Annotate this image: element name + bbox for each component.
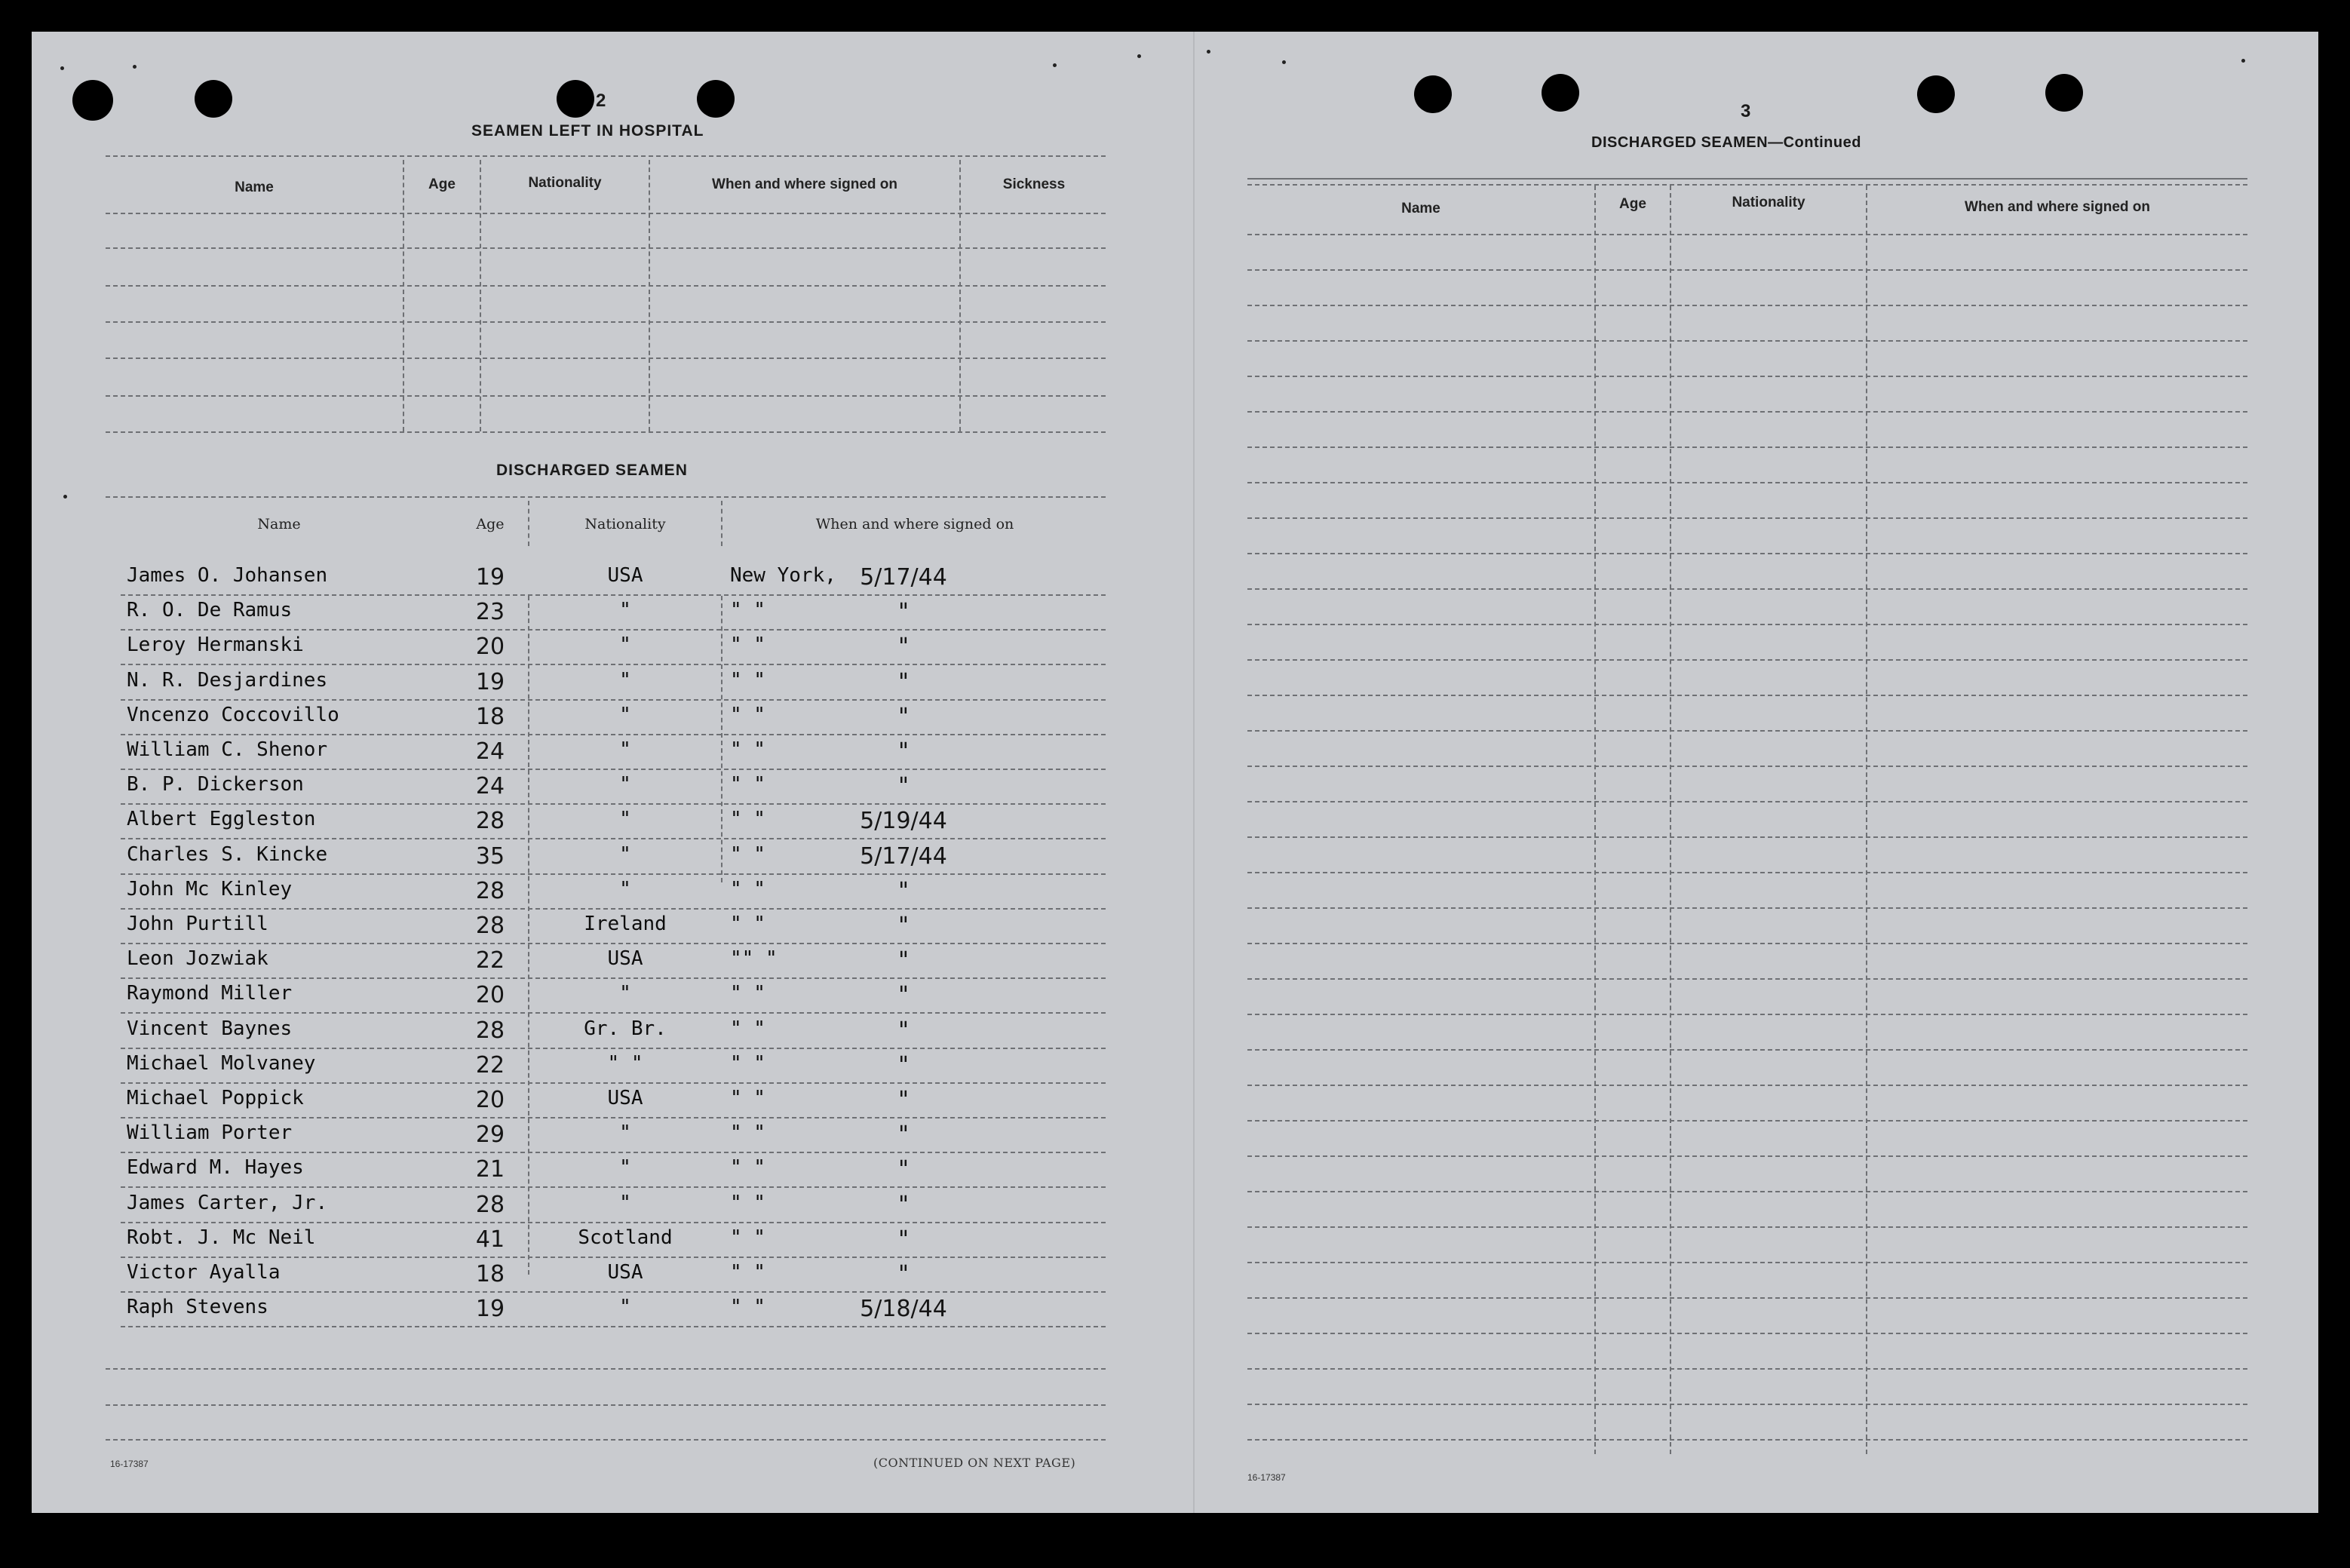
speck: [133, 65, 137, 69]
seaman-age: 19: [475, 564, 505, 591]
right-header-signed-on: When and where signed on: [1965, 199, 2150, 215]
seaman-age: 29: [475, 1122, 505, 1148]
seaman-nationality: ": [619, 704, 631, 726]
seaman-signed-on-place: " ": [730, 1226, 765, 1249]
punch-hole: [195, 80, 232, 118]
seaman-signed-on-place: " ": [730, 808, 765, 830]
seaman-signed-on-date: ": [898, 634, 909, 660]
rule: [1247, 376, 2247, 377]
seaman-name: William C. Shenor: [127, 738, 328, 761]
rule: [1247, 836, 2247, 838]
seaman-age: 22: [475, 1052, 505, 1079]
rule: [1247, 446, 2247, 448]
seaman-nationality: USA: [607, 1087, 643, 1109]
rule: [1247, 1297, 2247, 1299]
rule: [1247, 943, 2247, 944]
rule: [1247, 801, 2247, 802]
rule: [106, 213, 1106, 214]
seaman-nationality: ": [619, 982, 631, 1005]
seaman-nationality: Scotland: [578, 1226, 673, 1249]
rule: [121, 1222, 1106, 1223]
speck: [60, 66, 64, 70]
seaman-signed-on-place: " ": [730, 738, 765, 761]
rule: [959, 160, 961, 431]
discharged-header-age: Age: [476, 516, 505, 532]
rule: [121, 734, 1106, 735]
seaman-nationality: USA: [607, 947, 643, 970]
rule: [106, 1404, 1106, 1406]
right-header-age: Age: [1619, 196, 1646, 212]
rule: [121, 1186, 1106, 1188]
discharged-header-nationality: Nationality: [584, 516, 666, 532]
rule: [106, 496, 1106, 498]
seaman-age: 22: [475, 947, 505, 974]
seaman-signed-on-place: " ": [730, 773, 765, 796]
punch-hole: [557, 80, 594, 118]
rule: [121, 943, 1106, 944]
rule: [1247, 1155, 2247, 1157]
seaman-age: 28: [475, 808, 505, 834]
rule: [1247, 184, 2247, 186]
seaman-age: 24: [475, 773, 505, 799]
seaman-signed-on-place: " ": [730, 982, 765, 1005]
seaman-signed-on-place: New York,: [730, 564, 836, 587]
rule: [121, 664, 1106, 665]
seaman-signed-on-date: 5/19/44: [860, 808, 947, 834]
seaman-signed-on-place: " ": [730, 1192, 765, 1214]
seaman-name: James O. Johansen: [127, 564, 328, 587]
seaman-signed-on-date: ": [898, 1122, 909, 1148]
rule: [403, 160, 404, 431]
seaman-name: Robt. J. Mc Neil: [127, 1226, 316, 1249]
rule: [1247, 907, 2247, 909]
rule: [1247, 695, 2247, 696]
seaman-nationality: Gr. Br.: [584, 1017, 667, 1040]
seaman-age: 28: [475, 1017, 505, 1044]
right-header-nationality: Nationality: [1732, 195, 1805, 210]
seaman-name: Leon Jozwiak: [127, 947, 268, 970]
rule: [1247, 1120, 2247, 1122]
rule: [106, 247, 1106, 249]
seaman-nationality: ": [619, 1192, 631, 1214]
seaman-age: 20: [475, 1087, 505, 1113]
seaman-signed-on-date: ": [898, 738, 909, 765]
speck: [1207, 50, 1210, 54]
seaman-signed-on-date: ": [898, 982, 909, 1008]
rule: [1247, 1226, 2247, 1228]
seaman-signed-on-date: ": [898, 1017, 909, 1044]
seaman-age: 19: [475, 669, 505, 695]
seaman-signed-on-date: ": [898, 1226, 909, 1253]
rule: [121, 873, 1106, 875]
seaman-name: Vincent Baynes: [127, 1017, 293, 1040]
rule: [1247, 517, 2247, 519]
seaman-signed-on-place: " ": [730, 704, 765, 726]
rule: [1247, 1333, 2247, 1334]
seaman-age: 41: [475, 1226, 505, 1253]
rule: [121, 908, 1106, 910]
seaman-name: Edward M. Hayes: [127, 1156, 304, 1179]
punch-hole: [697, 80, 735, 118]
seaman-age: 20: [475, 982, 505, 1008]
speck: [1282, 60, 1286, 64]
discharged-header-signed-on: When and where signed on: [815, 516, 1014, 532]
hospital-header-sickness: Sickness: [1002, 176, 1066, 192]
seaman-signed-on-date: 5/17/44: [860, 843, 947, 870]
seaman-name: Victor Ayalla: [127, 1261, 281, 1284]
seaman-name: Charles S. Kincke: [127, 843, 328, 866]
seaman-signed-on-date: ": [898, 1052, 909, 1079]
seaman-signed-on-date: ": [898, 773, 909, 799]
rule: [121, 1082, 1106, 1084]
rule: [121, 1012, 1106, 1014]
seaman-nationality: ": [619, 599, 631, 621]
rule: [1247, 305, 2247, 306]
seaman-name: Albert Eggleston: [127, 808, 316, 830]
rule: [121, 629, 1106, 631]
page-number-left: 2: [596, 91, 606, 111]
seaman-name: N. R. Desjardines: [127, 669, 328, 692]
discharged-section-title: DISCHARGED SEAMEN: [496, 462, 688, 479]
rule: [1247, 1368, 2247, 1370]
rule: [121, 1257, 1106, 1258]
hospital-header-name: Name: [235, 180, 274, 195]
seaman-signed-on-date: ": [898, 878, 909, 904]
rule: [1247, 234, 2247, 235]
punch-hole: [1542, 74, 1579, 112]
seaman-signed-on-place: " ": [730, 1017, 765, 1040]
seaman-age: 28: [475, 1192, 505, 1218]
rule: [121, 1152, 1106, 1153]
rule: [528, 596, 529, 1275]
seaman-nationality: ": [619, 843, 631, 866]
seaman-nationality: ": [619, 669, 631, 692]
seaman-signed-on-place: " ": [730, 1261, 765, 1284]
seaman-age: 18: [475, 1261, 505, 1287]
hospital-section-title: SEAMEN LEFT IN HOSPITAL: [471, 122, 704, 140]
rule: [121, 1117, 1106, 1118]
seaman-nationality: ": [619, 1296, 631, 1318]
rule: [1247, 588, 2247, 590]
continued-note: (CONTINUED ON NEXT PAGE): [873, 1456, 1076, 1470]
seaman-nationality: Ireland: [584, 913, 667, 935]
rule: [106, 395, 1106, 397]
seaman-signed-on-date: ": [898, 669, 909, 695]
seaman-age: 24: [475, 738, 505, 765]
seaman-signed-on-place: " ": [730, 1156, 765, 1179]
right-page: [1193, 32, 2318, 1513]
form-number-right: 16-17387: [1247, 1472, 1286, 1483]
right-section-title: DISCHARGED SEAMEN—Continued: [1591, 134, 1861, 151]
rule: [121, 1291, 1106, 1293]
rule: [1247, 1085, 2247, 1086]
seaman-name: R. O. De Ramus: [127, 599, 293, 621]
rule: [106, 321, 1106, 323]
seaman-signed-on-place: " ": [730, 634, 765, 656]
rule: [1247, 659, 2247, 661]
speck: [2241, 59, 2245, 63]
seaman-signed-on-place: " ": [730, 913, 765, 935]
seaman-signed-on-date: ": [898, 1192, 909, 1218]
rule: [1247, 766, 2247, 767]
seaman-age: 35: [475, 843, 505, 870]
rule: [1247, 1014, 2247, 1015]
seaman-nationality: ": [619, 1122, 631, 1144]
seaman-age: 28: [475, 913, 505, 939]
rule: [1247, 730, 2247, 732]
seaman-nationality: ": [619, 808, 631, 830]
seaman-signed-on-place: " ": [730, 878, 765, 901]
rule: [1247, 872, 2247, 873]
seaman-signed-on-date: ": [898, 1156, 909, 1183]
rule: [1247, 178, 2247, 180]
page-number-right: 3: [1741, 101, 1751, 121]
seaman-nationality: USA: [607, 564, 643, 587]
rule: [1247, 269, 2247, 271]
seaman-signed-on-place: " ": [730, 843, 765, 866]
seaman-name: Vncenzo Coccovillo: [127, 704, 339, 726]
seaman-signed-on-place: "" ": [730, 947, 778, 970]
punch-hole: [2045, 74, 2083, 112]
seaman-signed-on-date: 5/18/44: [860, 1296, 947, 1322]
form-number-left: 16-17387: [110, 1459, 149, 1469]
seaman-nationality: " ": [607, 1052, 643, 1075]
seaman-age: 28: [475, 878, 505, 904]
seaman-signed-on-place: " ": [730, 1296, 765, 1318]
rule: [1247, 624, 2247, 625]
rule: [1247, 1049, 2247, 1051]
seaman-nationality: ": [619, 634, 631, 656]
rule: [121, 699, 1106, 701]
seaman-name: Raymond Miller: [127, 982, 293, 1005]
rule: [106, 357, 1106, 359]
seaman-name: B. P. Dickerson: [127, 773, 304, 796]
rule: [1247, 340, 2247, 342]
rule: [649, 160, 650, 431]
seaman-signed-on-place: " ": [730, 1122, 765, 1144]
seaman-signed-on-place: " ": [730, 599, 765, 621]
seaman-age: 18: [475, 704, 505, 730]
punch-hole: [1414, 75, 1452, 113]
rule: [106, 1439, 1106, 1441]
rule: [1247, 482, 2247, 483]
seaman-age: 20: [475, 634, 505, 660]
seaman-signed-on-date: ": [898, 913, 909, 939]
punch-hole: [72, 80, 113, 121]
speck: [1053, 63, 1057, 67]
seaman-name: John Mc Kinley: [127, 878, 293, 901]
seaman-nationality: ": [619, 738, 631, 761]
rule: [106, 155, 1106, 157]
seaman-age: 21: [475, 1156, 505, 1183]
rule: [480, 160, 481, 431]
seaman-signed-on-date: ": [898, 1261, 909, 1287]
seaman-nationality: ": [619, 878, 631, 901]
seaman-signed-on-date: ": [898, 599, 909, 625]
speck: [63, 495, 67, 499]
rule: [121, 977, 1106, 979]
rule: [1247, 1262, 2247, 1263]
rule: [1247, 978, 2247, 980]
seaman-signed-on-place: " ": [730, 1052, 765, 1075]
seaman-signed-on-place: " ": [730, 1087, 765, 1109]
seaman-name: Leroy Hermanski: [127, 634, 304, 656]
rule: [106, 285, 1106, 287]
hospital-header-age: Age: [428, 176, 456, 192]
seaman-name: William Porter: [127, 1122, 293, 1144]
speck: [1137, 54, 1141, 58]
rule: [1247, 1439, 2247, 1441]
rule: [121, 769, 1106, 770]
rule: [121, 1326, 1106, 1327]
seaman-nationality: USA: [607, 1261, 643, 1284]
rule: [1247, 553, 2247, 554]
rule: [1247, 1191, 2247, 1192]
seaman-age: 23: [475, 599, 505, 625]
rule: [121, 594, 1106, 596]
rule: [106, 1368, 1106, 1370]
seaman-signed-on-date: ": [898, 1087, 909, 1113]
discharged-header-name: Name: [257, 516, 301, 532]
right-header-name: Name: [1401, 201, 1440, 216]
hospital-header-signed-on: When and where signed on: [712, 176, 897, 192]
seaman-name: Raph Stevens: [127, 1296, 268, 1318]
punch-hole: [1917, 75, 1955, 113]
rule: [121, 803, 1106, 805]
seaman-age: 19: [475, 1296, 505, 1322]
page-fold: [1193, 32, 1195, 1513]
rule: [1247, 1404, 2247, 1405]
hospital-header-nationality: Nationality: [528, 175, 602, 191]
seaman-signed-on-place: " ": [730, 669, 765, 692]
seaman-name: Michael Poppick: [127, 1087, 304, 1109]
seaman-signed-on-date: ": [898, 947, 909, 974]
seaman-signed-on-date: 5/17/44: [860, 564, 947, 591]
rule: [121, 1048, 1106, 1049]
seaman-nationality: ": [619, 773, 631, 796]
rule: [106, 431, 1106, 433]
seaman-name: John Purtill: [127, 913, 268, 935]
seaman-name: James Carter, Jr.: [127, 1192, 328, 1214]
rule: [121, 838, 1106, 839]
rule: [721, 596, 722, 882]
seaman-name: Michael Molvaney: [127, 1052, 316, 1075]
seaman-nationality: ": [619, 1156, 631, 1179]
seaman-signed-on-date: ": [898, 704, 909, 730]
rule: [1247, 411, 2247, 413]
